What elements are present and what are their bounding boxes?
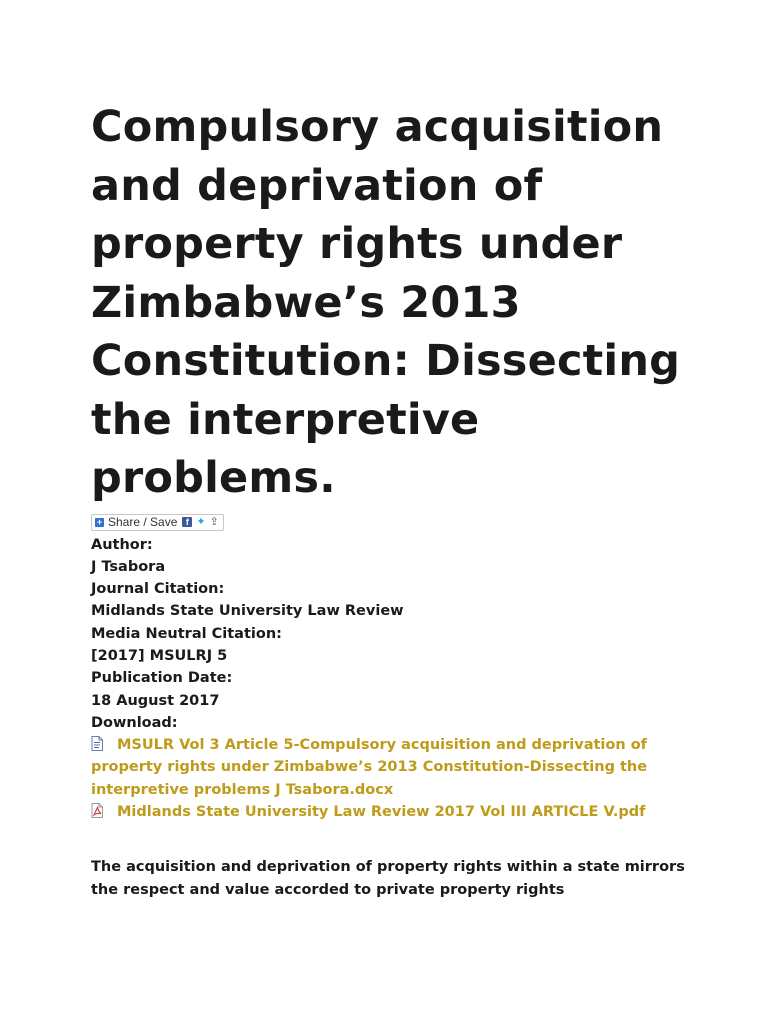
download-label: Download: — [91, 714, 178, 731]
docx-file-icon — [91, 736, 103, 751]
article-intro-paragraph: The acquisition and deprivation of property rights within a state mirrors the respect and value accorded to private property rights — [91, 859, 685, 898]
article-title: Compulsory acquisition and deprivation of property rights under Zimbabwe’s 2013 Constitution: Dissecting the interpretive problems. — [91, 102, 681, 503]
facebook-icon[interactable]: f — [182, 517, 192, 527]
download-link-pdf[interactable]: Midlands State University Law Review 2017 Vol III ARTICLE V.pdf — [91, 801, 691, 823]
plus-icon: + — [96, 516, 103, 527]
download-list — [91, 734, 691, 823]
mnc-value: [2017] MSULRJ 5 — [91, 647, 228, 664]
share-save-label: Share / Save — [108, 515, 178, 529]
pubdate-value: 18 August 2017 — [91, 692, 220, 709]
author-value: J Tsabora — [91, 558, 166, 575]
share-save-button[interactable] — [91, 514, 224, 531]
download-link-docx[interactable]: MSULR Vol 3 Article 5-Compulsory acquisition and deprivation of property rights under Zimbabwe’s 2013 Constitution-Dissecting the interpretive problems J Tsabora.docx — [91, 737, 648, 798]
journal-value: Midlands State University Law Review — [91, 603, 404, 620]
article-meta — [91, 534, 691, 735]
journal-label: Journal Citation: — [91, 581, 225, 598]
mnc-label: Media Neutral Citation: — [91, 625, 282, 642]
pubdate-label: Publication Date: — [91, 670, 233, 687]
author-label: Author: — [91, 536, 153, 553]
share-arrow-icon[interactable]: ⇪ — [209, 516, 219, 528]
pdf-file-icon — [91, 803, 103, 818]
twitter-icon[interactable]: ✦ — [196, 516, 206, 528]
article-content — [91, 98, 691, 901]
